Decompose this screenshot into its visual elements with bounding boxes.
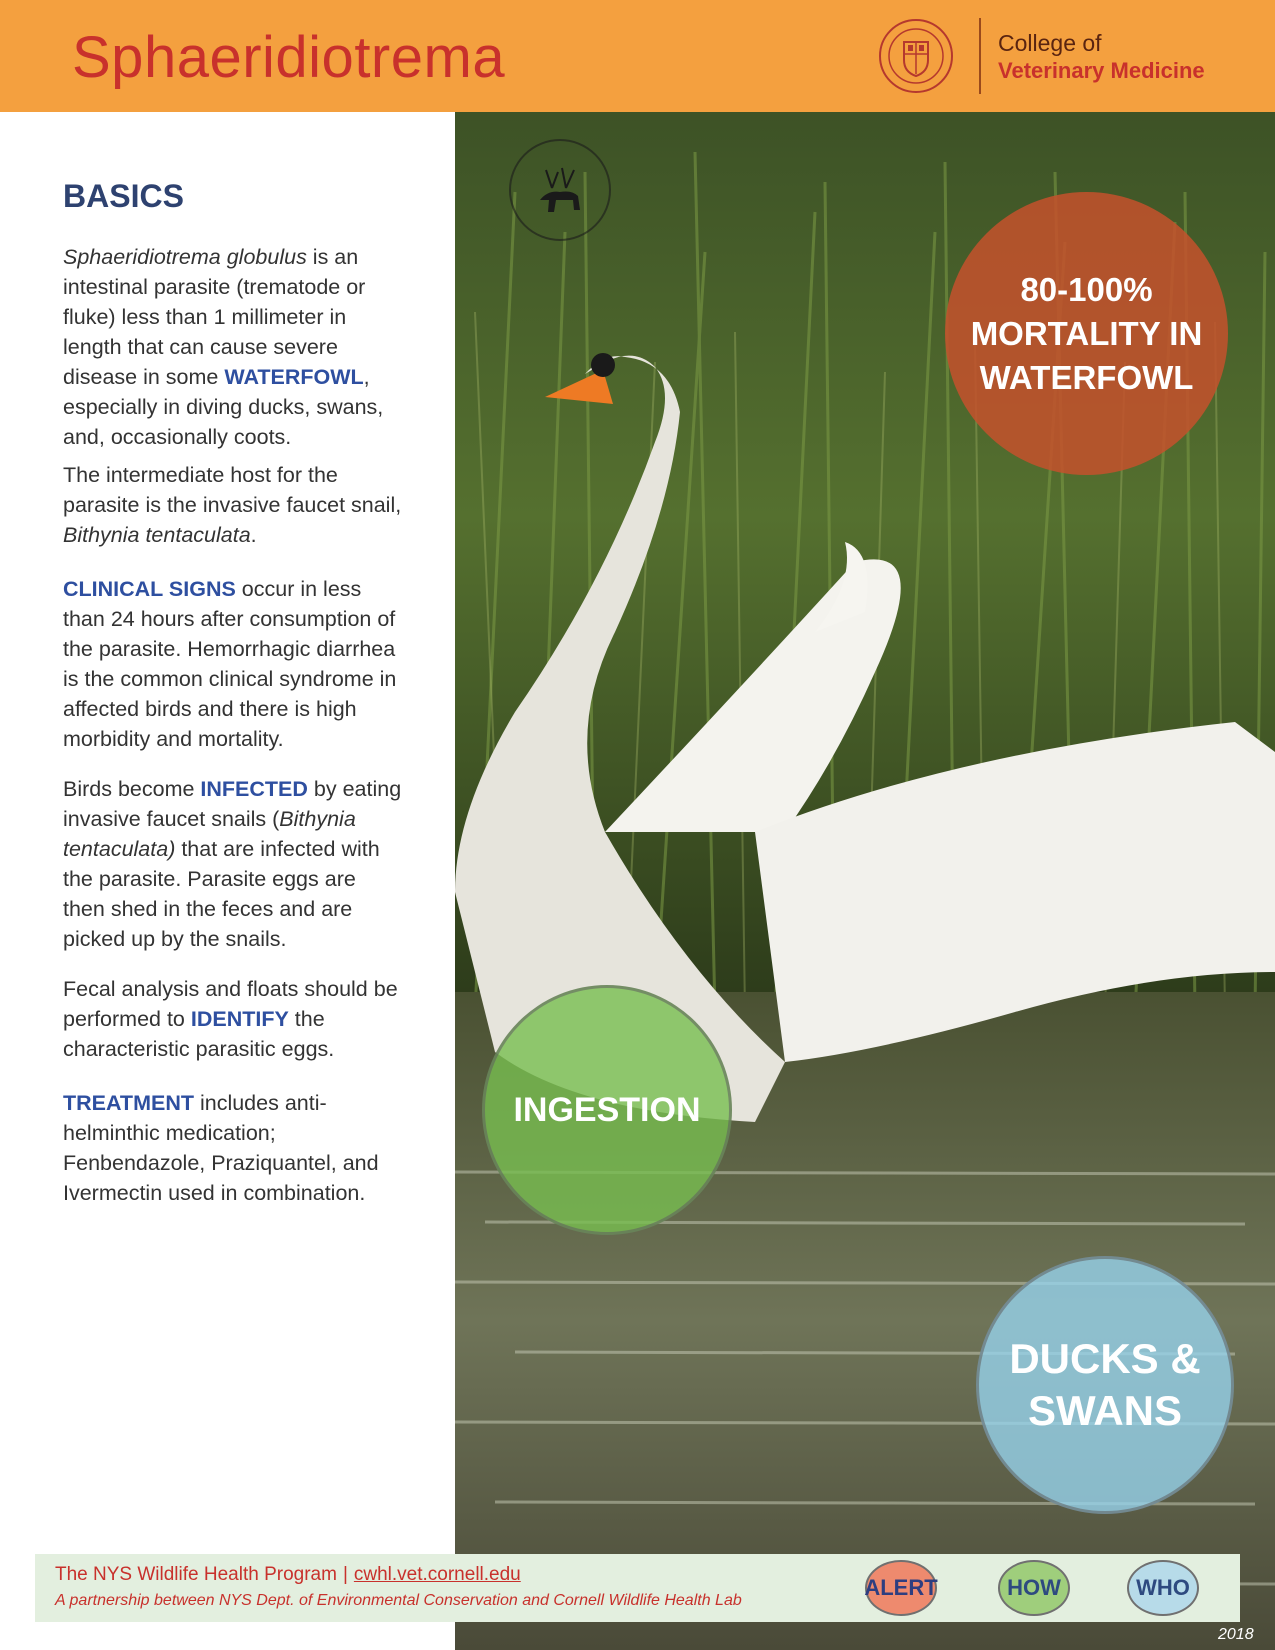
footer-bar [35,1554,1240,1622]
page-title: Sphaeridiotrema [72,25,506,90]
publication-year: 2018 [1218,1626,1254,1643]
keyword-identify: IDENTIFY [190,1007,289,1031]
ducks-swans-callout: DUCKS & SWANS [976,1256,1234,1514]
college-line2: Veterinary Medicine [998,58,1205,83]
how-button[interactable]: HOW [998,1560,1070,1616]
footer-separator: | [342,1564,348,1585]
program-url-link[interactable]: cwhl.vet.cornell.edu [353,1564,521,1585]
basics-paragraph-3: CLINICAL SIGNS occur in less than 24 hours after consumption of the parasite. Hemorrhagic diarrhea is the common clinical syndrome in affected birds and there is high morbidity and mortality. [63,577,397,751]
basics-paragraph-6: TREATMENT includes anti-helminthic medication; Fenbendazole, Praziquantel, and Ivermectin used in combination. [63,1091,379,1205]
basics-paragraph-5: Fecal analysis and floats should be performed to IDENTIFY the characteristic parasitic eggs. [63,977,398,1061]
mortality-callout: 80-100% MORTALITY IN WATERFOWL [945,192,1228,475]
alert-button[interactable]: ALERT [865,1560,937,1616]
who-button[interactable]: WHO [1127,1560,1199,1616]
basics-paragraph-4: Birds become INFECTED by eating invasive faucet snails (Bithynia tentaculata) that are infected with the parasite. Parasite eggs are then shed in the feces and are picked up by the snails. [63,777,402,951]
footer-program-line [55,1564,521,1586]
keyword-treatment: TREATMENT [63,1091,194,1115]
brand-divider [979,18,981,94]
keyword-clinical-signs: CLINICAL SIGNS [63,577,236,601]
basics-column [0,112,455,1552]
college-name [998,30,1205,84]
keyword-infected: INFECTED [200,777,308,801]
wildlife-restoration-logo-icon [500,130,620,250]
header-banner [0,0,1275,112]
ingestion-callout: INGESTION [482,985,732,1235]
basics-paragraph-2: The intermediate host for the parasite is the invasive faucet snail, Bithynia tentaculata. [63,463,402,547]
cornell-seal-icon [878,18,954,94]
college-line1: College of [998,30,1102,56]
keyword-waterfowl: WATERFOWL [224,365,364,389]
snail-name: Bithynia tentaculata [63,523,251,547]
program-name: The NYS Wildlife Health Program [55,1564,337,1585]
partnership-text: A partnership between NYS Dept. of Environmental Conservation and Cornell Wildlife Health Lab [55,1592,742,1609]
basics-paragraph-1: Sphaeridiotrema globulus is an intestinal parasite (trematode or fluke) less than 1 millimeter in length that can cause severe disease in some WATERFOWL, especially in diving ducks, swans, and, occasionally coots. [63,245,384,449]
basics-heading: BASICS [63,178,184,214]
species-name: Sphaeridiotrema globulus [63,245,307,269]
snail-name-2: Bithynia tentaculata) [63,807,356,861]
